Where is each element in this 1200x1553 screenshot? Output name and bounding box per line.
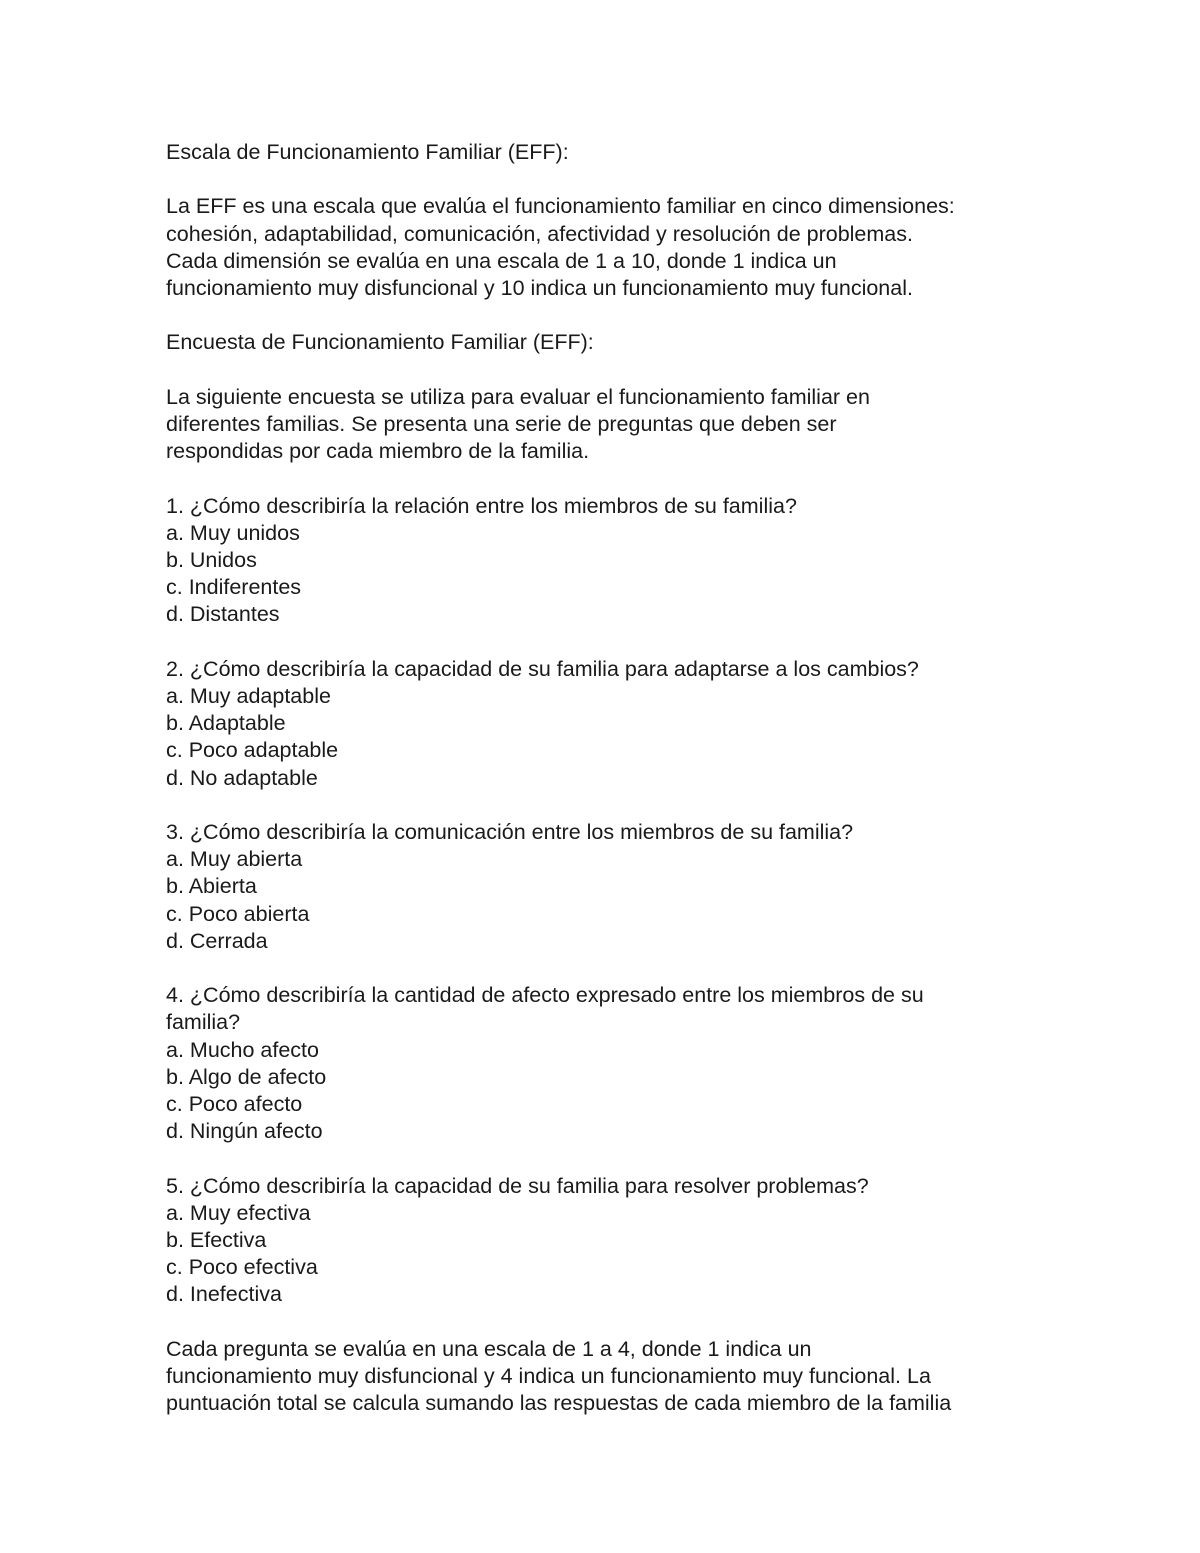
answer-option: c. Indiferentes <box>166 575 302 600</box>
answer-option: a. Mucho afecto <box>166 1037 319 1062</box>
answer-option: a. Muy abierta <box>166 847 303 872</box>
answer-option: c. Poco efectiva <box>166 1255 318 1280</box>
answer-option: d. Cerrada <box>166 928 268 953</box>
answer-option: d. Ningún afecto <box>166 1119 323 1144</box>
question-text: 4. ¿Cómo describiría la cantidad de afecto expresado entre los miembros de su <box>166 983 924 1008</box>
scale-title: Escala de Funcionamiento Familiar (EFF): <box>166 140 569 164</box>
survey-intro-line: La siguiente encuesta se utiliza para evaluar el funcionamiento familiar en <box>166 384 870 409</box>
intro-line: cohesión, adaptabilidad, comunicación, afectividad y resolución de problemas. <box>166 221 913 246</box>
survey-intro-line: diferentes familias. Se presenta una serie de preguntas que deben ser <box>166 411 837 436</box>
question-2 <box>166 656 1046 792</box>
survey-title: Encuesta de Funcionamiento Familiar (EFF): <box>166 330 594 355</box>
question-text: 2. ¿Cómo describiría la capacidad de su familia para adaptarse a los cambios? <box>166 656 919 681</box>
answer-option: c. Poco afecto <box>166 1092 303 1116</box>
answer-option: b. Unidos <box>166 547 257 572</box>
answer-option: c. Poco abierta <box>166 901 310 926</box>
intro-line: funcionamiento muy disfuncional y 10 indica un funcionamiento muy funcional. <box>166 276 913 300</box>
question-text: 3. ¿Cómo describiría la comunicación entre los miembros de su familia? <box>166 819 854 844</box>
answer-option: a. Muy unidos <box>166 520 300 545</box>
intro-line: La EFF es una escala que evalúa el funcionamiento familiar en cinco dimensiones: <box>166 194 955 219</box>
answer-option: b. Adaptable <box>166 711 286 736</box>
intro-line: Cada dimensión se evalúa en una escala de 1 a 10, donde 1 indica un <box>166 248 837 273</box>
closing-line: puntuación total se calcula sumando las respuestas de cada miembro de la familia <box>166 1391 952 1416</box>
answer-option: d. Inefectiva <box>166 1282 282 1307</box>
closing-line: Cada pregunta se evalúa en una escala de 1 a 4, donde 1 indica un <box>166 1336 812 1361</box>
document-body <box>166 139 1046 1417</box>
survey-intro-line: respondidas por cada miembro de la familia. <box>166 439 590 464</box>
closing-line: funcionamiento muy disfuncional y 4 indica un funcionamiento muy funcional. La <box>166 1364 931 1388</box>
answer-option: c. Poco adaptable <box>166 738 339 763</box>
answer-option: b. Abierta <box>166 874 257 899</box>
question-4 <box>166 982 1046 1145</box>
answer-option: d. No adaptable <box>166 765 318 790</box>
question-text: familia? <box>166 1010 241 1035</box>
question-text: 1. ¿Cómo describiría la relación entre los miembros de su familia? <box>166 493 797 518</box>
answer-option: a. Muy adaptable <box>166 683 331 708</box>
question-text: 5. ¿Cómo describiría la capacidad de su familia para resolver problemas? <box>166 1173 869 1198</box>
question-5 <box>166 1173 1046 1309</box>
answer-option: b. Efectiva <box>166 1228 267 1252</box>
answer-option: a. Muy efectiva <box>166 1200 311 1225</box>
answer-option: d. Distantes <box>166 602 280 627</box>
answer-option: b. Algo de afecto <box>166 1064 327 1089</box>
question-3 <box>166 819 1046 955</box>
question-1 <box>166 493 1046 629</box>
